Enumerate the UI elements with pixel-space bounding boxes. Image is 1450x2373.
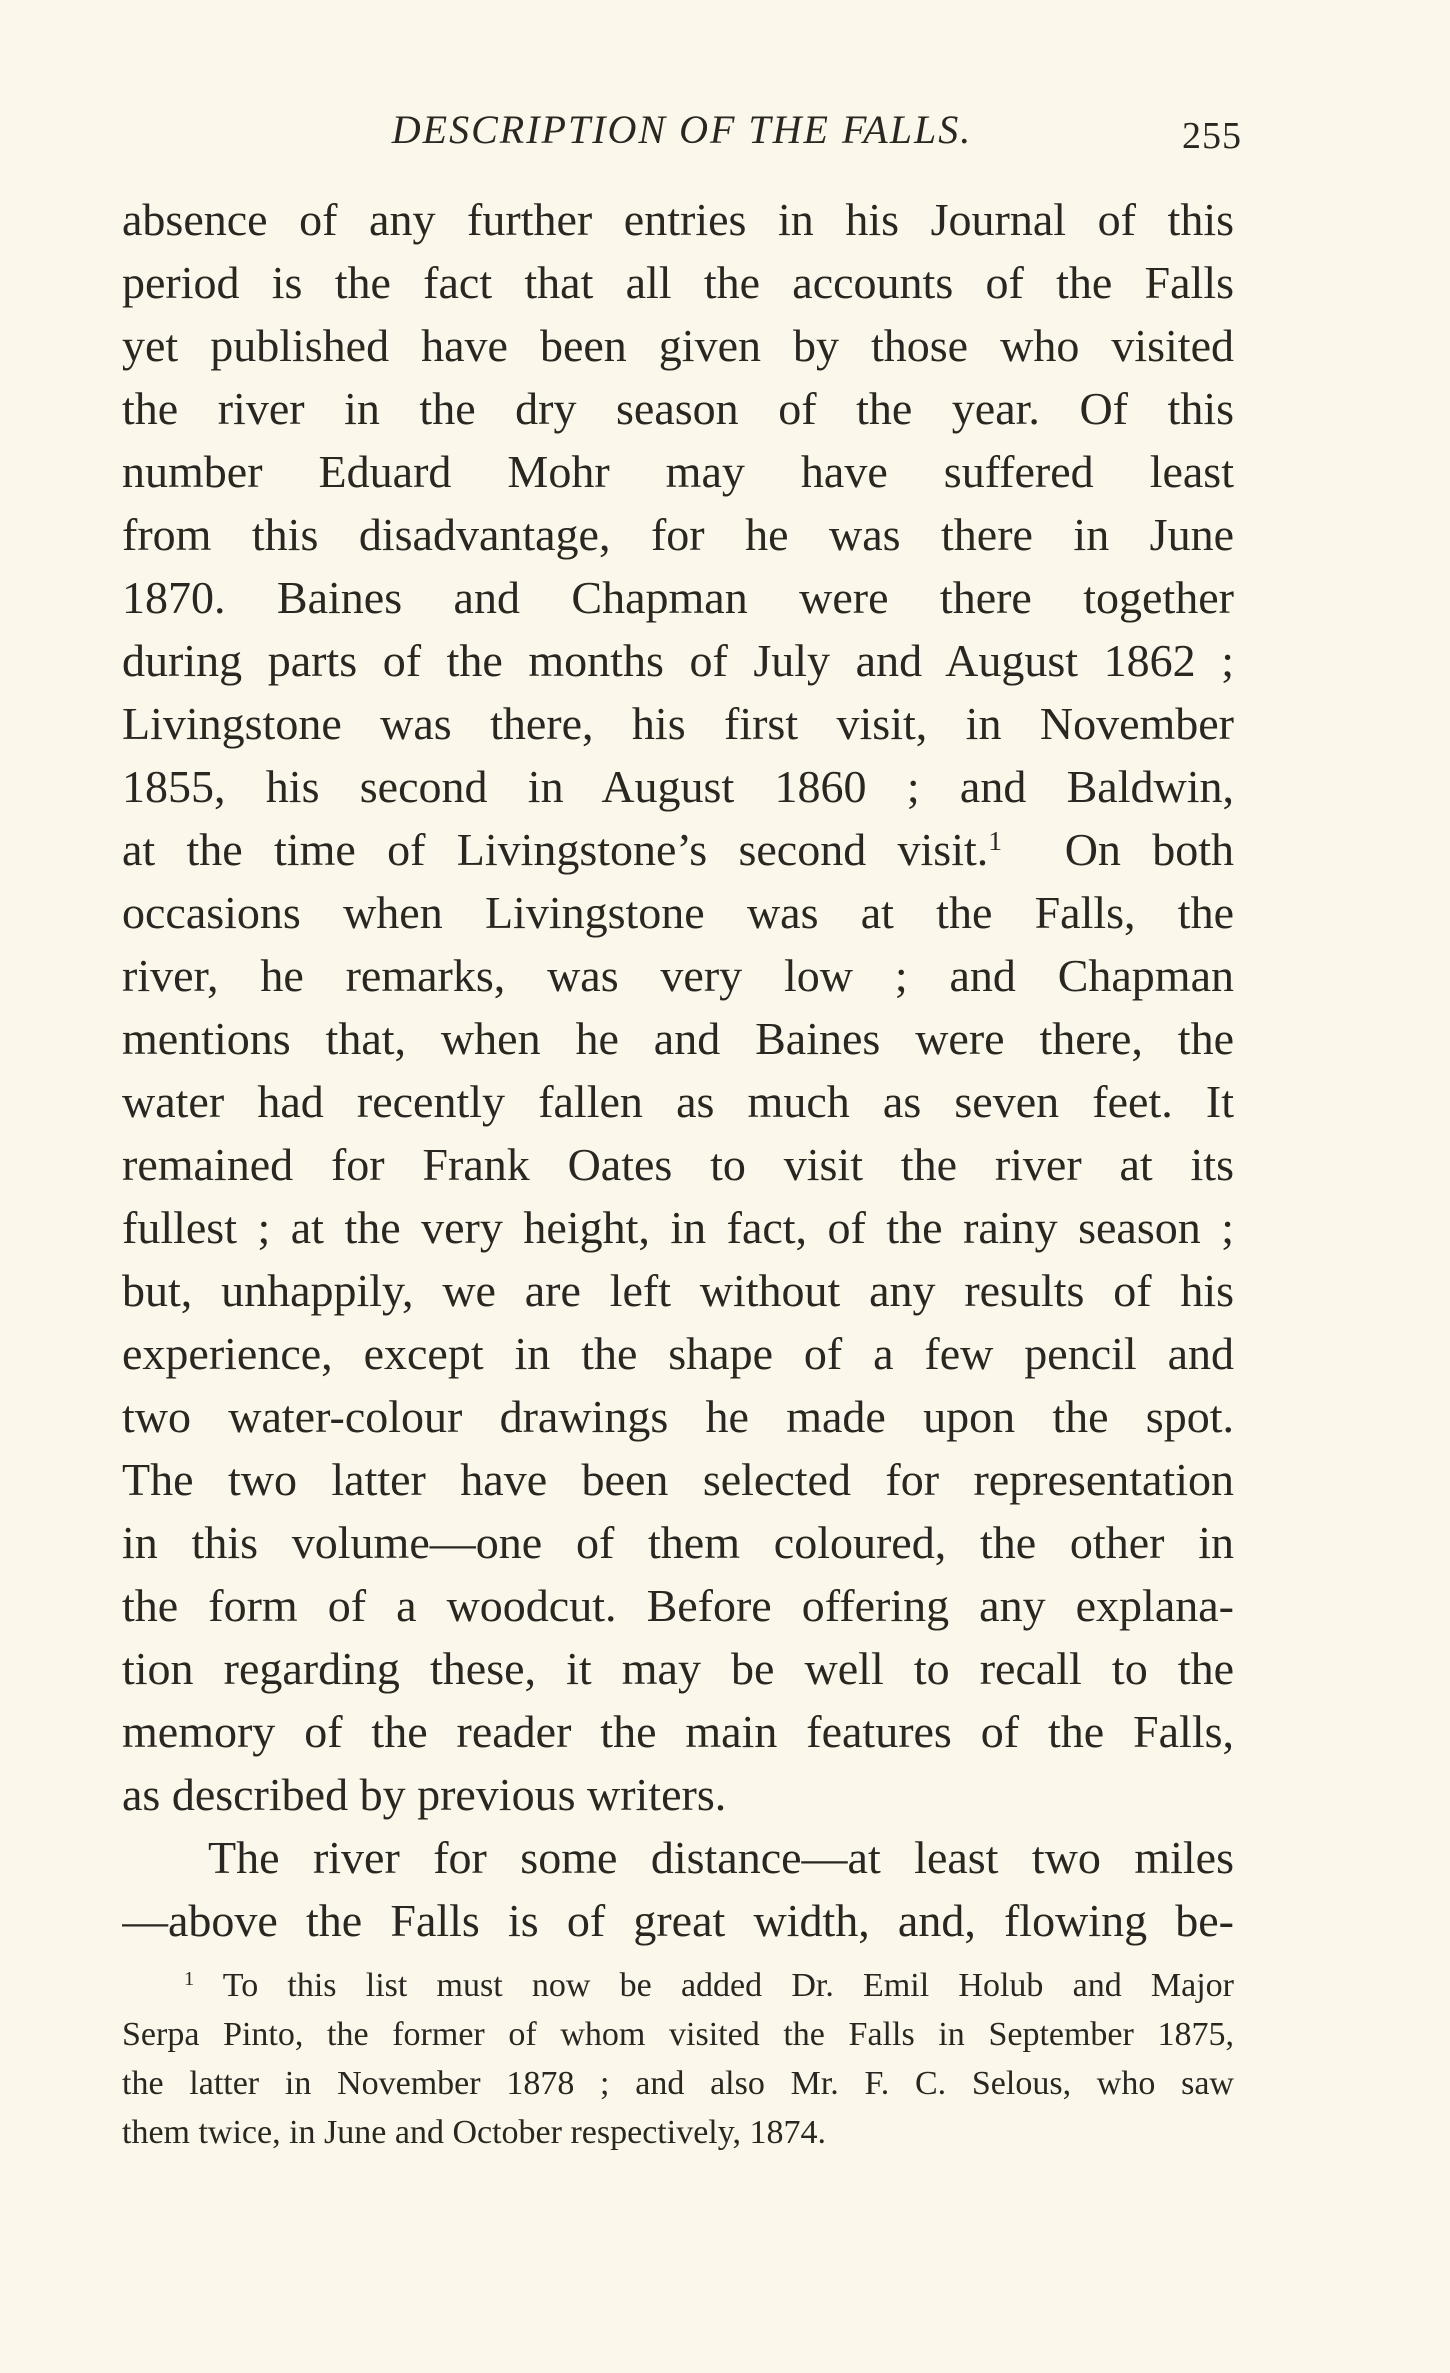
text-line: —above the Falls is of great width, and, flowing be- (122, 1895, 1234, 1946)
text-line: Livingstone was there, his first visit, in November (122, 698, 1234, 749)
footnote-line: them twice, in June and October respectively, 1874. (122, 2114, 827, 2151)
text-line: in this volume—one of them coloured, the other in (122, 1517, 1234, 1568)
footnote-marker: 1 (184, 1967, 195, 1990)
text-line: 1870. Baines and Chapman were there together (122, 572, 1234, 623)
page-number: 255 (1182, 115, 1242, 157)
text-line: fullest ; at the very height, in fact, of the rainy season ; (122, 1202, 1234, 1253)
text-line: two water-colour drawings he made upon the spot. (122, 1391, 1234, 1442)
running-head-title: DESCRIPTION OF THE FALLS. (391, 107, 973, 152)
text-line: 1855, his second in August 1860 ; and Baldwin, (122, 761, 1234, 812)
text-line: memory of the reader the main features of the Falls, (122, 1706, 1234, 1757)
text-line: number Eduard Mohr may have suffered least (122, 446, 1234, 497)
body-text (122, 188, 1234, 1952)
footnote (122, 1961, 1234, 2157)
footnote-text: To this list must now be added Dr. Emil Holub and Major (194, 1967, 1234, 2004)
running-head (122, 100, 1242, 160)
text-line: experience, except in the shape of a few pencil and (122, 1328, 1234, 1379)
text-line: the form of a woodcut. Before offering any explana- (122, 1580, 1234, 1631)
text-line: as described by previous writers. (122, 1769, 727, 1820)
text-line: absence of any further entries in his Journal of this (122, 194, 1234, 245)
text-line: The two latter have been selected for representation (122, 1454, 1234, 1505)
text-line: tion regarding these, it may be well to recall to the (122, 1643, 1234, 1694)
footnote-line: Serpa Pinto, the former of whom visited the Falls in September 1875, (122, 2016, 1234, 2053)
text-line: the river in the dry season of the year. Of this (122, 383, 1234, 434)
footnote-reference: 1 (988, 824, 1003, 856)
text-line: but, unhappily, we are left without any results of his (122, 1265, 1234, 1316)
text-line: water had recently fallen as much as seven feet. It (122, 1076, 1234, 1127)
paragraph-start-line: The river for some distance—at least two miles (208, 1832, 1234, 1883)
text-line: from this disadvantage, for he was there in June (122, 509, 1234, 560)
text-line: yet published have been given by those who visited (122, 320, 1234, 371)
footnote-line (122, 1961, 1234, 2010)
text-line: during parts of the months of July and August 1862 ; (122, 635, 1234, 686)
text-line: mentions that, when he and Baines were there, the (122, 1013, 1234, 1064)
text-line: river, he remarks, was very low ; and Chapman (122, 950, 1234, 1001)
text-line: occasions when Livingstone was at the Falls, the (122, 887, 1234, 938)
footnote-line: the latter in November 1878 ; and also Mr. F. C. Selous, who saw (122, 2065, 1234, 2102)
text-segment: at the time of Livingstone’s second visit. (122, 824, 989, 875)
text-line: remained for Frank Oates to visit the river at its (122, 1139, 1234, 1190)
text-line-with-footnote (122, 818, 1234, 881)
text-segment: On both (1002, 824, 1234, 875)
text-line: period is the fact that all the accounts of the Falls (122, 257, 1234, 308)
